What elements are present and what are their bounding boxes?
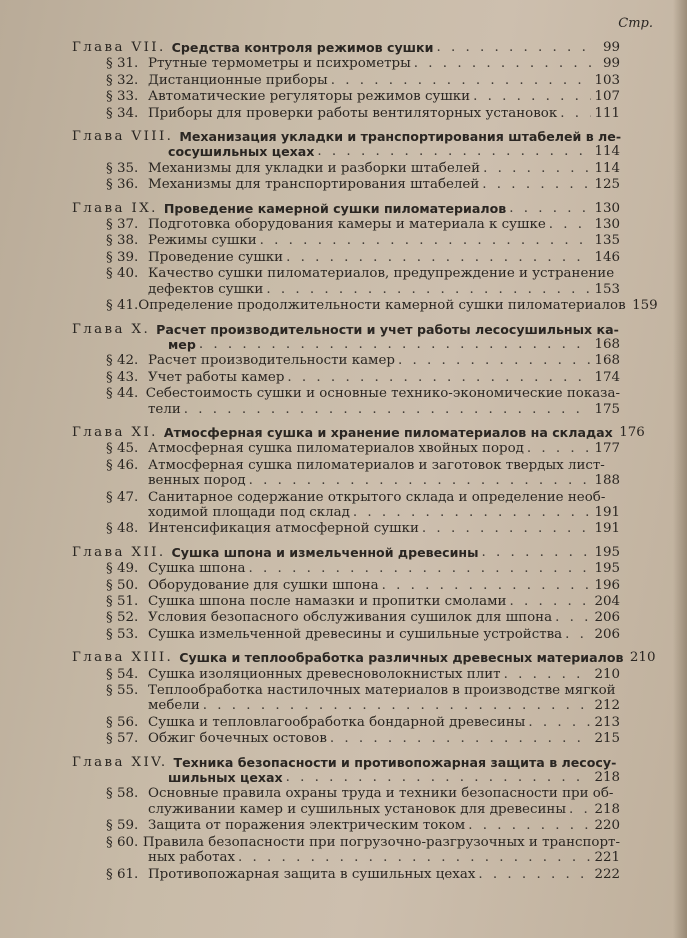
toc-line [106, 217, 620, 232]
toc-chapter [72, 545, 620, 560]
section-title: Подготовка оборудования камеры и материала к сушке [148, 217, 546, 233]
chapter-title: Техника безопасности и противопожарная защита в лесосу- [173, 754, 617, 770]
toc-line [106, 402, 620, 417]
leader-dots [422, 521, 591, 536]
toc-line [106, 867, 620, 882]
section-number: § 45. [106, 441, 139, 457]
page-number: 114 [594, 144, 620, 160]
leader-dots [509, 594, 591, 609]
leader-dots [331, 73, 591, 88]
leader-dots [549, 217, 591, 232]
leader-dots [527, 441, 591, 456]
section-number: § 32. [106, 72, 139, 88]
section-title: Правила безопасности при погрузочно-разгрузочных и транспорт- [142, 834, 620, 850]
toc-chapter [72, 129, 620, 160]
page-number: 99 [602, 40, 620, 55]
toc-chapter [72, 322, 620, 353]
leader-dots [398, 353, 591, 368]
toc-line [72, 129, 620, 144]
page-number: 195 [594, 561, 620, 577]
section-title: Условия безопасного обслуживания сушилок для шпона [148, 610, 553, 626]
chapter-title: Механизация укладки и транспортирования штабелей в ле- [179, 129, 622, 145]
toc-section [72, 683, 620, 714]
toc-line [106, 610, 620, 625]
toc-section [72, 786, 620, 817]
page-number: 168 [594, 353, 620, 369]
chapter-label: Глава XI. [72, 424, 158, 440]
section-title: Атмосферная сушка пиломатериалов и заготовок твердых лист- [148, 457, 605, 473]
leader-dots [482, 177, 591, 192]
leader-dots [569, 802, 591, 817]
toc-line [72, 322, 620, 337]
toc-section [72, 458, 620, 489]
section-number: § 51. [106, 594, 139, 609]
toc-line [106, 106, 620, 121]
toc-line [106, 353, 620, 368]
section-number: § 60. [106, 834, 139, 850]
page-number: 215 [594, 731, 620, 747]
section-number: § 58. [106, 786, 139, 802]
toc-line [106, 731, 620, 746]
page-number: 159 [632, 298, 658, 314]
page-number: 206 [594, 626, 620, 642]
toc-section [72, 106, 620, 121]
section-title: Основные правила охраны труда и техники безопасности при об- [148, 786, 614, 802]
section-title: Атмосферная сушка пиломатериалов хвойных пород [148, 441, 524, 457]
chapter-title: Сушка и теплообработка различных древесных материалов [179, 650, 624, 666]
toc-chapter [72, 201, 620, 216]
section-number: § 43. [106, 369, 139, 385]
toc-line [106, 73, 620, 88]
toc-section [72, 298, 658, 314]
section-number: § 54. [106, 666, 139, 682]
toc-line [106, 505, 620, 520]
toc-section [72, 490, 620, 521]
page-number: 125 [594, 177, 620, 193]
page-number: 114 [594, 160, 620, 176]
page-number: 168 [594, 336, 620, 352]
toc-line [72, 40, 620, 55]
toc-section [72, 610, 620, 625]
page-number: 210 [629, 650, 656, 666]
page-number: 130 [594, 200, 620, 216]
section-title: Проведение сушки [148, 249, 284, 265]
toc-section [72, 818, 620, 833]
section-number: § 37. [106, 217, 139, 233]
page-number: 204 [594, 594, 620, 609]
page-number: 195 [594, 544, 620, 560]
section-number: § 34. [106, 105, 139, 121]
section-title: Интенсификация атмосферной сушки [148, 521, 419, 537]
toc-line [72, 337, 620, 352]
toc-line [72, 650, 656, 666]
toc-line [106, 683, 620, 698]
toc-line [106, 490, 620, 505]
section-number: § 46. [106, 457, 139, 473]
toc-line [106, 233, 620, 248]
section-title: Сушка и тепловлагообработка бондарной древесины [148, 714, 526, 730]
toc-line [106, 594, 620, 609]
leader-dots [565, 627, 591, 642]
page-number: 174 [594, 369, 620, 385]
toc-line [72, 201, 620, 216]
section-title: Механизмы для укладки и разборки штабелей [148, 160, 481, 176]
toc-line [106, 521, 620, 536]
toc-line [72, 770, 620, 785]
chapter-label: Глава XIII. [72, 650, 174, 666]
section-number: § 57. [106, 731, 139, 747]
page-number: 218 [594, 770, 620, 786]
section-number: § 55. [106, 683, 139, 699]
toc-section [72, 627, 620, 642]
leader-dots [478, 867, 591, 882]
page-number: 153 [594, 281, 620, 297]
leader-dots [260, 233, 591, 248]
chapter-title: Средства контроля режимов сушки [171, 40, 434, 55]
page-number: 222 [594, 866, 620, 882]
leader-dots [436, 40, 591, 55]
toc-line [106, 667, 620, 682]
page-number: 191 [594, 504, 620, 520]
toc-chapter [72, 40, 620, 55]
toc-section [72, 731, 620, 746]
leader-dots [468, 818, 591, 833]
section-number: § 36. [106, 177, 139, 193]
section-title: Сушка измельченной древесины и сушильные устройства [148, 626, 563, 642]
page-column-header: Стр. [618, 16, 653, 31]
section-number: § 61. [106, 866, 139, 882]
section-title: Дистанционные приборы [148, 72, 328, 88]
toc-section [72, 867, 620, 882]
toc-chapter [72, 424, 645, 440]
section-title: Себестоимость сушки и основные технико-экономические показа- [145, 386, 620, 402]
section-title: Противопожарная защита в сушильных цехах [148, 866, 476, 882]
section-title: служивании камер и сушильных установок для древесины [148, 801, 566, 817]
toc-section [72, 561, 620, 576]
toc-line [106, 56, 620, 71]
leader-dots [555, 610, 591, 625]
leader-dots [482, 545, 591, 560]
section-title: Теплообработка настилочных материалов в производстве мягкой [148, 683, 616, 699]
toc-section [72, 594, 620, 609]
section-number: § 42. [106, 353, 139, 369]
page-number: 176 [619, 424, 645, 440]
page-edge-shadow [673, 0, 687, 938]
toc-line [106, 715, 620, 730]
leader-dots [238, 850, 591, 865]
toc-section [72, 667, 620, 682]
leader-dots [286, 770, 591, 785]
toc-section [72, 266, 620, 297]
page-number: 191 [594, 521, 620, 537]
section-number: § 53. [106, 626, 139, 642]
section-number: § 38. [106, 233, 139, 249]
section-title: ходимой площади под склад [148, 504, 350, 520]
section-title: Приборы для проверки работы вентиляторных установок [148, 105, 558, 121]
chapter-title: Атмосферная сушка и хранение пиломатериалов на складах [163, 424, 613, 440]
page-number: 213 [594, 714, 620, 730]
chapter-label: Глава XIV. [72, 754, 168, 770]
section-number: § 33. [106, 89, 139, 105]
toc-line [106, 627, 620, 642]
section-number: § 39. [106, 249, 139, 265]
chapter-title: шильных цехах [168, 770, 283, 786]
section-number: § 31. [106, 56, 139, 72]
section-title: Режимы сушки [148, 233, 257, 249]
section-title: Учет работы камер [148, 369, 285, 385]
page-number: 111 [594, 105, 620, 121]
toc-section [72, 835, 620, 866]
leader-dots [317, 144, 591, 159]
leader-dots [473, 89, 591, 104]
section-title: Автоматические регуляторы режимов сушки [148, 89, 471, 105]
section-number: § 52. [106, 610, 139, 626]
leader-dots [249, 561, 591, 576]
toc-line [106, 473, 620, 488]
leader-dots [249, 473, 591, 488]
page-number: 220 [594, 818, 620, 834]
toc-section [72, 73, 620, 88]
page-number: 206 [594, 610, 620, 626]
toc-section [72, 177, 620, 192]
leader-dots [330, 731, 591, 746]
leader-dots [184, 402, 591, 417]
toc-line [106, 802, 620, 817]
chapter-label: Глава VIII. [72, 129, 174, 145]
section-title: Сушка шпона [148, 561, 246, 577]
leader-dots [266, 282, 591, 297]
leader-dots [203, 698, 591, 713]
section-number: § 41. [106, 298, 139, 314]
section-title: Защита от поражения электрическим током [148, 818, 466, 834]
leader-dots [483, 161, 591, 176]
section-title: мебели [148, 698, 200, 714]
section-title: Санитарное содержание открытого склада и определение необ- [148, 489, 606, 505]
leader-dots [199, 337, 591, 352]
toc-section [72, 353, 620, 368]
section-number: § 48. [106, 521, 139, 537]
leader-dots [382, 578, 591, 593]
section-title: Определение продолжительности камерной сушки пиломатериалов [138, 298, 626, 314]
toc-line [106, 386, 620, 401]
section-title: венных пород [148, 473, 246, 489]
toc-line [106, 161, 620, 176]
chapter-title: Проведение камерной сушки пиломатериалов [163, 200, 507, 216]
toc-line [106, 698, 620, 713]
leader-dots [287, 370, 591, 385]
leader-dots [286, 250, 591, 265]
leader-dots [504, 667, 591, 682]
page-number: 196 [594, 577, 620, 593]
leader-dots [560, 106, 591, 121]
page-number: 175 [594, 401, 620, 417]
section-number: § 40. [106, 266, 139, 282]
toc-line [106, 850, 620, 865]
leader-dots [509, 201, 591, 216]
page-number: 212 [594, 698, 620, 714]
page-number: 188 [594, 473, 620, 489]
toc-line [72, 424, 645, 440]
section-title: Механизмы для транспортирования штабелей [148, 177, 480, 193]
page-number: 177 [594, 441, 620, 457]
section-number: § 44. [106, 386, 139, 402]
leader-dots [353, 505, 591, 520]
section-title: Обжиг бочечных остовов [148, 731, 327, 747]
page-number: 107 [594, 89, 620, 105]
chapter-title: мер [168, 336, 196, 352]
toc-line [72, 545, 620, 560]
page-number: 130 [594, 217, 620, 233]
toc-line [106, 298, 658, 314]
leader-dots [414, 56, 591, 71]
toc-line [72, 144, 620, 159]
page-number: 103 [594, 72, 620, 88]
toc-line [106, 458, 620, 473]
table-of-contents [72, 40, 658, 882]
toc-line [106, 561, 620, 576]
toc-section [72, 233, 620, 248]
toc-section [72, 161, 620, 176]
toc-line [106, 250, 620, 265]
toc-line [106, 266, 620, 281]
toc-section [72, 370, 620, 385]
toc-line [106, 578, 620, 593]
chapter-label: Глава IX. [72, 200, 158, 216]
toc-section [72, 217, 620, 232]
chapter-label: Глава X. [72, 321, 151, 337]
page-number: 135 [594, 233, 620, 249]
toc-section [72, 56, 620, 71]
section-title: ных работах [148, 850, 236, 866]
toc-line [106, 89, 620, 104]
section-title: Ртутные термометры и психрометры [148, 56, 411, 72]
toc-section [72, 441, 620, 456]
section-title: Оборудование для сушки шпона [148, 577, 379, 593]
chapter-label: Глава XII. [72, 544, 166, 560]
toc-section [72, 89, 620, 104]
toc-section [72, 578, 620, 593]
section-title: Сушка шпона после намазки и пропитки смолами [148, 594, 507, 609]
leader-dots [528, 715, 591, 730]
page-number: 99 [602, 56, 620, 72]
toc-line [106, 177, 620, 192]
toc-section [72, 521, 620, 536]
section-title: Сушка изоляционных древесноволокнистых плит [148, 666, 501, 682]
chapter-title: сосушильных цехах [168, 144, 315, 160]
section-number: § 35. [106, 160, 139, 176]
page-number: 146 [594, 249, 620, 265]
toc-line [106, 786, 620, 801]
section-number: § 49. [106, 561, 139, 577]
chapter-title: Сушка шпона и измельченной древесины [171, 544, 479, 560]
section-number: § 59. [106, 818, 139, 834]
section-number: § 50. [106, 577, 139, 593]
toc-line [106, 441, 620, 456]
chapter-label: Глава VII. [72, 40, 166, 55]
toc-line [106, 282, 620, 297]
toc-chapter [72, 650, 656, 666]
page-number: 210 [594, 666, 620, 682]
toc-line [72, 755, 620, 770]
toc-line [106, 370, 620, 385]
section-title: Расчет производительности камер [148, 353, 395, 369]
toc-line [106, 835, 620, 850]
section-title: Качество сушки пиломатериалов, предупреждение и устранение [148, 266, 615, 282]
toc-line [106, 818, 620, 833]
chapter-title: Расчет производительности и учет работы лесосушильных ка- [156, 321, 619, 337]
page-number: 221 [594, 850, 620, 866]
section-number: § 56. [106, 714, 139, 730]
toc-section [72, 715, 620, 730]
section-number: § 47. [106, 489, 139, 505]
toc-section [72, 250, 620, 265]
section-title: дефектов сушки [148, 281, 264, 297]
toc-section [72, 386, 620, 417]
toc-chapter [72, 755, 620, 786]
section-title: тели [148, 401, 181, 417]
page-number: 218 [594, 801, 620, 817]
